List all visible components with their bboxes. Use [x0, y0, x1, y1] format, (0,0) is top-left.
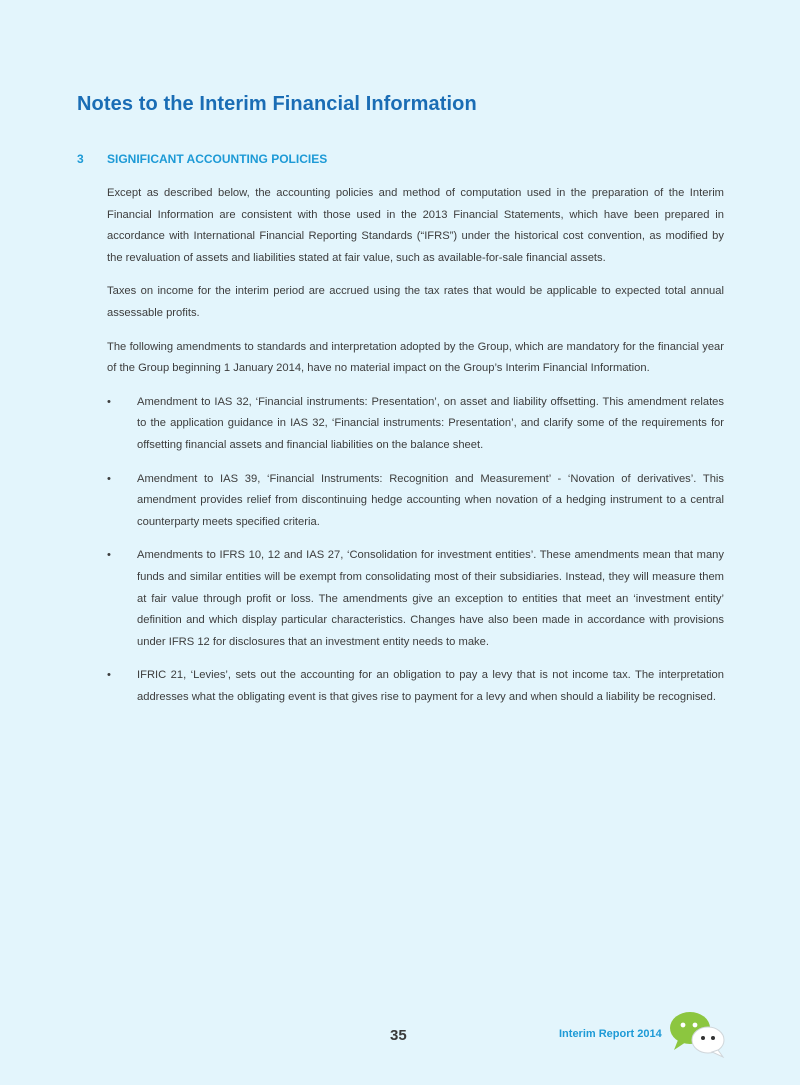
- white-bubble-tail: [712, 1050, 723, 1057]
- white-bubble-eye: [701, 1036, 705, 1040]
- list-item-text: Amendment to IAS 32, ‘Financial instruments: Presentation’, on asset and liability offsetting. This amendment relates to the application guidance in IAS 32, ‘Financial instruments: Presentation’, and clarify some of the requirements for offsetting financial assets and financial liabilities on the balance sheet.: [137, 395, 724, 451]
- list-item: [107, 665, 724, 708]
- paragraph: The following amendments to standards and interpretation adopted by the Group, which are mandatory for the financial year of the Group beginning 1 January 2014, have no material impact on the Group’s Interim Financial Information.: [107, 340, 724, 375]
- paragraph: Except as described below, the accounting policies and method of computation used in the preparation of the Interim Financial Information are consistent with those used in the 2013 Financial Statements, which have been prepared in accordance with International Financial Reporting Standards (“IFRS”) under the historical cost convention, as modified by the revaluation of assets and liabilities stated at fair value, such as available-for-sale financial assets.: [107, 187, 724, 264]
- report-name: Interim Report 2014: [559, 1028, 662, 1040]
- body-content: [107, 183, 724, 720]
- section-number: 3: [77, 152, 84, 166]
- page-number: 35: [390, 1027, 407, 1044]
- paragraph: Taxes on income for the interim period are accrued using the tax rates that would be applicable to expected total annual assessable profits.: [107, 285, 724, 319]
- bullet-icon: •: [107, 395, 111, 408]
- list-item: [107, 392, 724, 457]
- section-heading: [77, 152, 327, 166]
- list-item-text: Amendment to IAS 39, ‘Financial Instruments: Recognition and Measurement’ - ‘Novation of derivatives’. This amendment provides relief from discontinuing hedge accounting when novation of a hedging instrument to a central counterparty meets specified criteria.: [137, 472, 724, 528]
- page-title: Notes to the Interim Financial Information: [77, 93, 477, 115]
- green-bubble-eye: [681, 1023, 686, 1028]
- chat-bubbles-icon: [668, 1008, 728, 1058]
- bullet-icon: •: [107, 549, 111, 562]
- bullet-list: [107, 392, 724, 709]
- section-title: SIGNIFICANT ACCOUNTING POLICIES: [107, 152, 328, 166]
- list-item: [107, 545, 724, 653]
- bullet-icon: •: [107, 472, 111, 485]
- white-bubble-eye: [711, 1036, 715, 1040]
- list-item-text: Amendments to IFRS 10, 12 and IAS 27, ‘Consolidation for investment entities’. These amendments mean that many funds and similar entities will be exempt from consolidating most of their subsidiaries. Instead, they will measure them at fair value through profit or loss. The amendments give an exception to entities that meet an ‘investment entity’ definition and which display particular characteristics. Changes have also been made in accordance with provisions under IFRS 12 for disclosures that an investment entity needs to make.: [137, 549, 724, 648]
- list-item-text: IFRIC 21, ‘Levies’, sets out the accounting for an obligation to pay a levy that is not income tax. The interpretation addresses what the obligating event is that gives rise to payment for a levy and when should a liability be recognised.: [137, 669, 724, 703]
- bullet-icon: •: [107, 669, 111, 682]
- green-bubble-eye: [693, 1023, 698, 1028]
- list-item: [107, 469, 724, 534]
- white-bubble: [692, 1027, 724, 1053]
